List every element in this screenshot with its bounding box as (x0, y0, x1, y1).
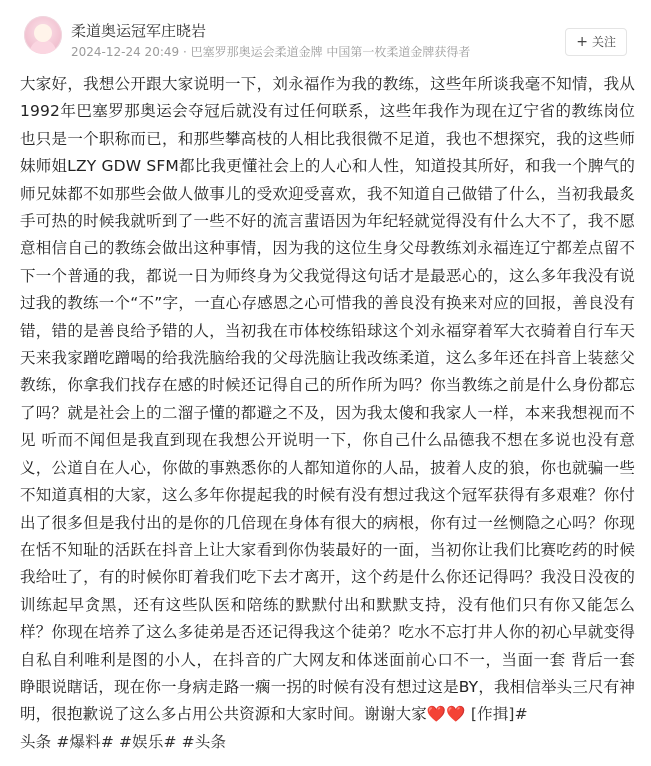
avatar-body-shape (30, 40, 56, 54)
follow-button[interactable] (565, 28, 627, 56)
emoji-tag-link[interactable]: [作揖]# (470, 705, 528, 724)
heart-icon: ❤️❤️ (426, 705, 466, 724)
avatar-icon[interactable] (24, 16, 62, 54)
post-body (20, 71, 635, 756)
plus-icon: + (576, 34, 588, 50)
post-meta: 2024-12-24 20:49 · 巴塞罗那奥运会柔道金牌 中国第一枚柔道金牌获得者 (71, 45, 471, 59)
avatar-face-shape (34, 24, 52, 42)
author-name[interactable]: 柔道奥运冠军庄晓岩 (71, 22, 207, 40)
post-header (0, 0, 651, 64)
topic-tags[interactable]: 头条 #爆料# #娱乐# #头条 (20, 732, 227, 751)
post-text: 大家好，我想公开跟大家说明一下，刘永福作为我的教练，这些年所谈我毫不知情，我从1992年巴塞罗那奥运会夺冠后就没有过任何联系，这些年我作为现在辽宁省的教练岗位也只是一个职称而已，和那些攀高枝的人相比我很微不足道，我也不想探究，我的这些师妹师姐LZY GDW SFM都比我更懂社会上的人心和人性，知道投其所好，和我一个脾气的师兄妹都不如那些会做人做事儿的受欢迎受喜欢，我不知道自己做错了什么，当初我最炙手可热的时候我就听到了一些不好的流言蜚语因为年纪轻就觉得没有什么大不了，我不愿意相信自己的教练会做出这种事情，因为我的这位生身父母教练刘永福连辽宁都差点留不下一个普通的我，都说一日为师终身为父我觉得这句话才是最恶心的，这么多年我没有说过我的教练一个“不”字，一直心存感恩之心可惜我的善良没有换来对应的回报，善良没有错，错的是善良给予错的人，当初我在市体校练铅球这个刘永福穿着军大衣骑着自行车天天来我家蹭吃蹭喝的给我洗脑给我的父母洗脑让我改练柔道，这么多年还在抖音上装慈父教练，你拿我们找存在感的时候还记得自己的所作所为吗？你当教练之前是什么身份都忘了吗？就是社会上的二溜子懂的都避之不及，因为我太傻和我家人一样，本来我想视而不见 听而不闻但是我直到现在我想公开说明一下，你自己什么品德我不想在多说也没有意义，公道自在人心，你做的事熟悉你的人都知道你的人品，披着人皮的狼，你也就骗一些不知道真相的大家，这么多年你提起我的时候有没有想过我这个冠军获得有多艰难？你付出了很多但是我付出的是你的几倍现在身体有很大的病根，你有过一丝恻隐之心吗？你现在恬不知耻的活跃在抖音上让大家看到你伪装最好的一面，当初你让我们比赛吃药的时候我给吐了，有的时候你盯着我们吃下去才离开，这个药是什么你还记得吗？我没日没夜的训练起早贪黑，还有这些队医和陪练的默默付出和默默支持，没有他们只有你又能怎么样？你现在培养了这么多徒弟是否还记得我这个徒弟？吃水不忘打井人你的初心早就变得自私自利唯利是图的小人，在抖音的广大网友和体迷面前心口不一，当面一套 背后一套睁眼说瞎话，现在你一身病走路一瘸一拐的时候有没有想过这是BY，我相信举头三尺有神明，很抱歉说了这么多占用公共资源和大家时间。谢谢大家 (20, 75, 635, 724)
follow-label: 关注 (591, 35, 616, 49)
